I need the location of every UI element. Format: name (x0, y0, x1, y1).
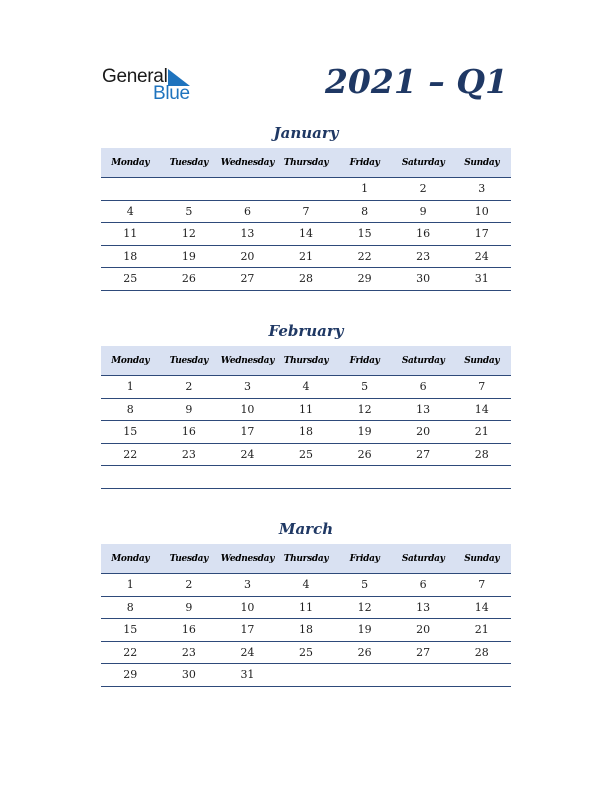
day-cell: 29 (123, 668, 138, 682)
day-cell: 7 (302, 204, 310, 218)
day-cell: 10 (240, 600, 255, 614)
month-name: March (278, 520, 334, 538)
day-cell: 28 (474, 645, 489, 659)
week-row (101, 466, 511, 489)
day-cell: 12 (357, 402, 372, 416)
weekday-label: Thursday (283, 355, 329, 366)
day-cell: 23 (181, 447, 196, 461)
weekday-label: Monday (111, 157, 150, 168)
month-calendar-march (101, 518, 511, 687)
day-cell: 1 (126, 578, 134, 592)
month-calendar-january (101, 122, 511, 291)
day-cell: 23 (181, 645, 196, 659)
day-cell: 11 (299, 402, 314, 416)
weekday-label: Wednesday (220, 553, 275, 564)
weekday-label: Saturday (401, 157, 445, 168)
day-cell: 1 (126, 380, 134, 394)
week-row (101, 574, 511, 597)
week-row (101, 642, 511, 665)
day-cell: 16 (181, 623, 196, 637)
weekday-label: Friday (349, 157, 380, 168)
day-cell: 18 (123, 249, 138, 263)
logo-word-general: General (102, 66, 168, 87)
week-row (101, 619, 511, 642)
day-cell: 3 (478, 182, 486, 196)
day-cell: 8 (126, 402, 134, 416)
weekday-label: Wednesday (220, 355, 275, 366)
day-cell: 8 (126, 600, 134, 614)
day-cell: 27 (416, 447, 431, 461)
day-cell: 15 (123, 425, 138, 439)
day-cell: 13 (416, 402, 431, 416)
day-cell: 24 (240, 447, 255, 461)
weekday-header-row (101, 148, 511, 178)
day-cell: 25 (123, 272, 138, 286)
week-row (101, 597, 511, 620)
day-cell: 6 (419, 380, 427, 394)
weekday-label: Saturday (401, 355, 445, 366)
page-title: 2021 – Q1 (324, 62, 508, 101)
week-row (101, 664, 511, 687)
day-cell: 3 (243, 578, 251, 592)
day-cell: 4 (302, 578, 310, 592)
weekday-label: Monday (111, 355, 150, 366)
day-cell: 12 (181, 227, 196, 241)
weekday-label: Tuesday (169, 355, 209, 366)
brand-logo (102, 66, 202, 106)
day-cell: 29 (357, 272, 372, 286)
weekday-label: Monday (111, 553, 150, 564)
day-cell: 9 (185, 402, 193, 416)
weekday-label: Thursday (283, 157, 329, 168)
day-cell: 6 (419, 578, 427, 592)
day-cell: 2 (185, 380, 193, 394)
week-row (101, 178, 511, 201)
weekday-label: Sunday (464, 157, 500, 168)
day-cell: 24 (474, 249, 489, 263)
weekday-label: Saturday (401, 553, 445, 564)
day-cell: 9 (185, 600, 193, 614)
day-cell: 10 (240, 402, 255, 416)
weekday-label: Friday (349, 553, 380, 564)
day-cell: 13 (240, 227, 255, 241)
day-cell: 15 (357, 227, 372, 241)
day-cell: 21 (474, 623, 489, 637)
month-name: February (268, 322, 344, 340)
day-cell: 6 (243, 204, 251, 218)
day-cell: 19 (181, 249, 196, 263)
day-cell: 20 (416, 425, 431, 439)
day-cell: 26 (181, 272, 196, 286)
day-cell: 30 (416, 272, 431, 286)
week-row (101, 444, 511, 467)
weekday-label: Thursday (283, 553, 329, 564)
day-cell: 5 (361, 380, 369, 394)
weekday-header-row (101, 544, 511, 574)
weekday-header-row (101, 346, 511, 376)
week-row (101, 246, 511, 269)
day-cell: 26 (357, 447, 372, 461)
day-cell: 12 (357, 600, 372, 614)
day-cell: 22 (357, 249, 372, 263)
week-row (101, 399, 511, 422)
day-cell: 16 (181, 425, 196, 439)
day-cell: 14 (474, 402, 489, 416)
day-cell: 13 (416, 600, 431, 614)
day-cell: 19 (357, 623, 372, 637)
day-cell: 7 (478, 380, 486, 394)
day-cell: 22 (123, 447, 138, 461)
week-row (101, 376, 511, 399)
weekday-label: Tuesday (169, 553, 209, 564)
week-row (101, 268, 511, 291)
day-cell: 17 (240, 425, 255, 439)
day-cell: 31 (474, 272, 489, 286)
week-row (101, 201, 511, 224)
day-cell: 27 (416, 645, 431, 659)
day-cell: 20 (416, 623, 431, 637)
week-row (101, 223, 511, 246)
day-cell: 24 (240, 645, 255, 659)
day-cell: 10 (474, 204, 489, 218)
day-cell: 21 (299, 249, 314, 263)
day-cell: 27 (240, 272, 255, 286)
day-cell: 5 (185, 204, 193, 218)
day-cell: 28 (299, 272, 314, 286)
day-cell: 16 (416, 227, 431, 241)
day-cell: 17 (240, 623, 255, 637)
month-calendar-february (101, 320, 511, 489)
weekday-label: Friday (349, 355, 380, 366)
day-cell: 25 (299, 645, 314, 659)
day-cell: 11 (123, 227, 138, 241)
day-cell: 20 (240, 249, 255, 263)
day-cell: 31 (240, 668, 255, 682)
day-cell: 25 (299, 447, 314, 461)
day-cell: 1 (361, 182, 369, 196)
day-cell: 23 (416, 249, 431, 263)
day-cell: 19 (357, 425, 372, 439)
day-cell: 30 (181, 668, 196, 682)
month-name: January (273, 124, 339, 142)
day-cell: 18 (299, 425, 314, 439)
day-cell: 15 (123, 623, 138, 637)
day-cell: 18 (299, 623, 314, 637)
day-cell: 26 (357, 645, 372, 659)
day-cell: 14 (474, 600, 489, 614)
week-row (101, 421, 511, 444)
day-cell: 17 (474, 227, 489, 241)
day-cell: 9 (419, 204, 427, 218)
day-cell: 28 (474, 447, 489, 461)
day-cell: 4 (302, 380, 310, 394)
day-cell: 2 (419, 182, 427, 196)
weekday-label: Tuesday (169, 157, 209, 168)
day-cell: 11 (299, 600, 314, 614)
logo-word-blue: Blue (153, 83, 190, 104)
day-cell: 2 (185, 578, 193, 592)
day-cell: 4 (126, 204, 134, 218)
weekday-label: Sunday (464, 553, 500, 564)
weekday-label: Wednesday (220, 157, 275, 168)
day-cell: 21 (474, 425, 489, 439)
day-cell: 7 (478, 578, 486, 592)
day-cell: 14 (299, 227, 314, 241)
day-cell: 22 (123, 645, 138, 659)
day-cell: 3 (243, 380, 251, 394)
weekday-label: Sunday (464, 355, 500, 366)
day-cell: 5 (361, 578, 369, 592)
day-cell: 8 (361, 204, 369, 218)
